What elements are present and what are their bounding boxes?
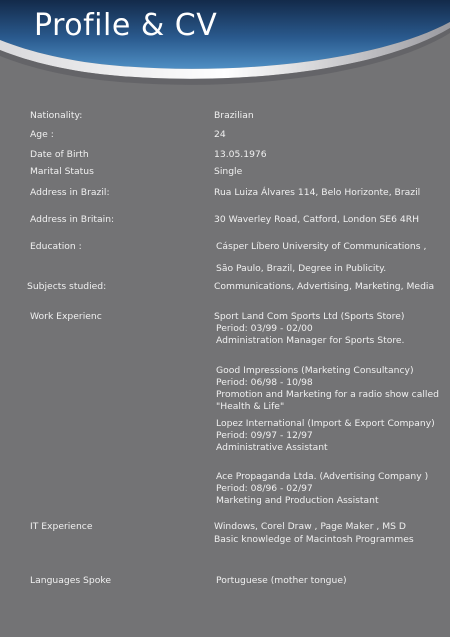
nationality-value: Brazilian [214,110,254,121]
age-value: 24 [214,129,226,140]
address-brazil-value: Rua Luiza Álvares 114, Belo Horizonte, Brazil [214,187,421,198]
marital-label: Marital Status [30,166,94,177]
dob-value: 13.05.1976 [214,149,267,160]
job-role: Marketing and Production Assistant [216,495,379,506]
page-title: Profile & CV [34,8,218,43]
job-period: Period: 06/98 - 10/98 [216,377,313,388]
it-experience-label: IT Experience [30,521,93,532]
languages-label: Languages Spoke [30,575,111,586]
dob-label: Date of Birth [30,149,89,160]
job-entry [216,365,439,413]
it-experience-line-1: Windows, Corel Draw , Page Maker , MS D [214,521,407,532]
job-entry [216,418,435,454]
job-role: "Health & Life" [216,401,285,412]
job-role: Administrative Assistant [216,442,328,453]
job-company: Ace Propaganda Ltda. (Advertising Company ) [216,471,429,482]
job-period: Period: 08/96 - 02/97 [216,483,313,494]
job-company: Sport Land Com Sports Ltd (Sports Store) [214,311,405,322]
job-period: Period: 03/99 - 02/00 [216,323,313,334]
nationality-label: Nationality: [30,110,83,121]
job-company: Good Impressions (Marketing Consultancy) [216,365,414,376]
job-role: Promotion and Marketing for a radio show called [216,389,439,400]
job-role: Administration Manager for Sports Store. [216,335,405,346]
education-line-1: Cásper Líbero University of Communications , [216,241,427,252]
marital-value: Single [214,166,243,177]
job-entry [216,471,428,507]
job-company: Lopez International (Import & Export Company) [216,418,435,429]
education-line-2: São Paulo, Brazil, Degree in Publicity. [216,263,387,274]
age-label: Age : [30,129,54,140]
subjects-value: Communications, Advertising, Marketing, Media [214,281,435,292]
subjects-label: Subjects studied: [27,281,107,292]
address-britain-value: 30 Waverley Road, Catford, London SE6 4RH [214,214,419,225]
address-britain-label: Address in Britain: [30,214,115,225]
header-banner [0,0,450,95]
address-brazil-label: Address in Brazil: [30,187,110,198]
education-label: Education : [30,241,82,252]
work-experience-label: Work Experienc [30,311,102,322]
job-entry [214,311,404,347]
languages-value: Portuguese (mother tongue) [216,575,347,586]
it-experience-line-2: Basic knowledge of Macintosh Programmes [214,534,414,545]
job-period: Period: 09/97 - 12/97 [216,430,313,441]
